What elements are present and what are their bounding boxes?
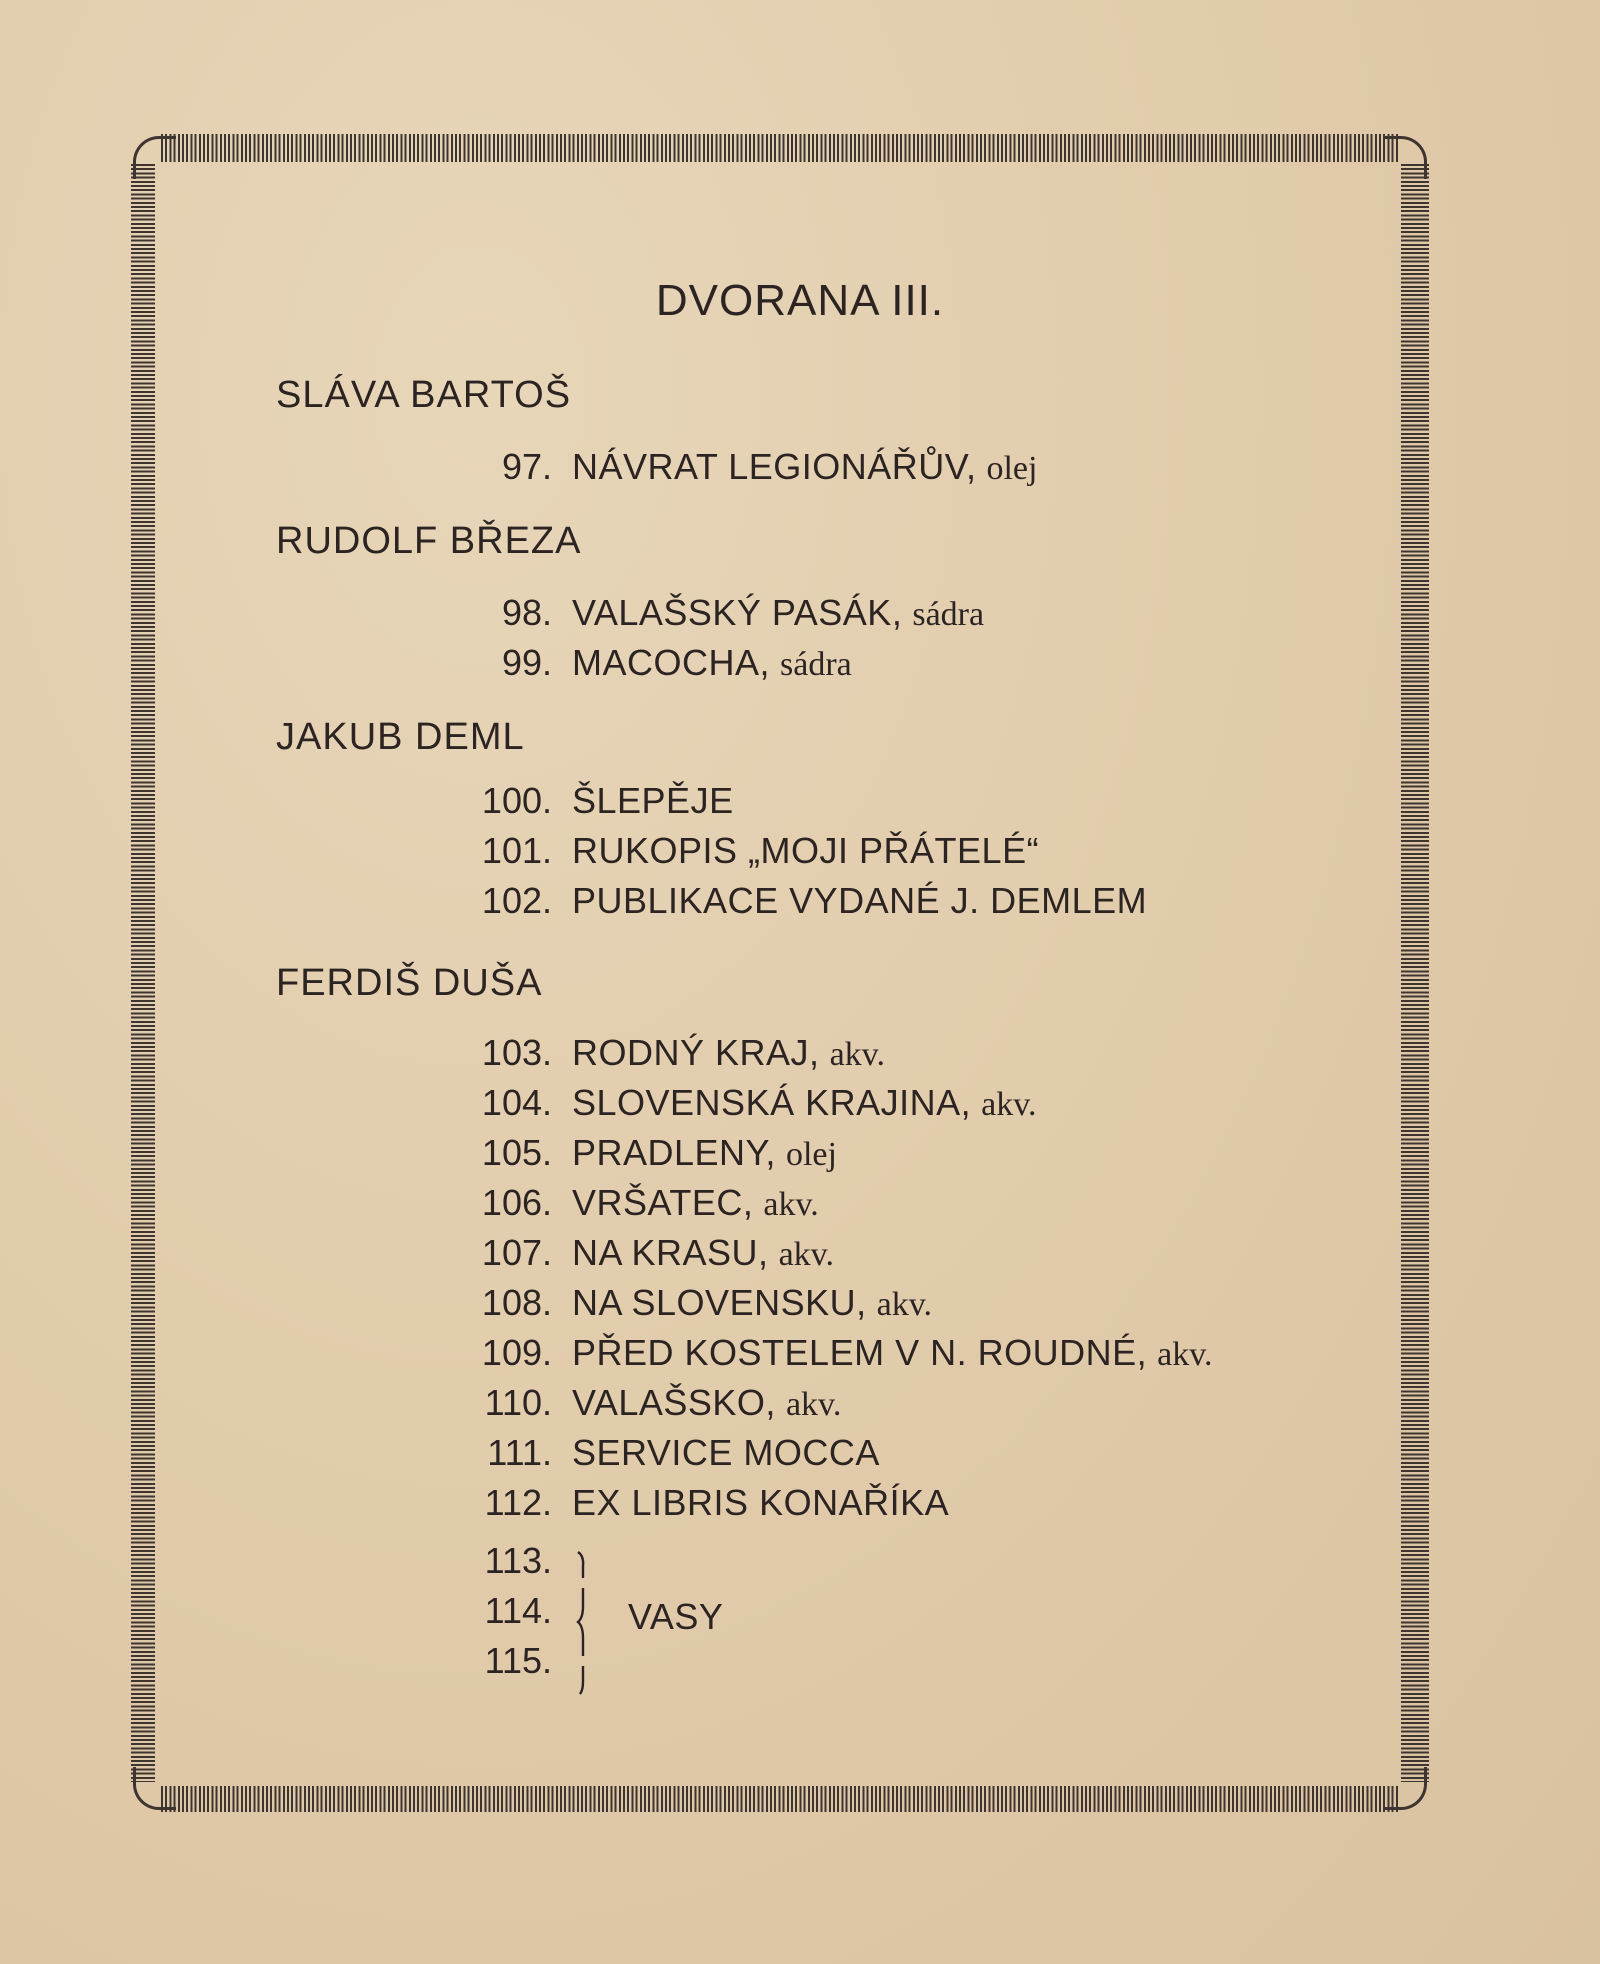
catalog-entry	[400, 1032, 885, 1078]
catalog-entry	[400, 1332, 1213, 1378]
entry-medium: olej	[986, 450, 1038, 487]
entry-medium: akv.	[763, 1186, 819, 1223]
entry-number: 104.	[481, 1082, 552, 1123]
entry-number: 100.	[481, 780, 552, 821]
entry-title: VALAŠSKÝ PASÁK,	[572, 592, 903, 633]
artist-name: JAKUB DEML	[276, 716, 525, 758]
catalog-entry	[400, 1282, 932, 1328]
entry-title: RODNÝ KRAJ,	[572, 1032, 820, 1073]
entry-number: 113.	[484, 1540, 552, 1581]
entry-number: 114.	[484, 1590, 552, 1631]
entry-number: 102.	[481, 880, 552, 921]
entry-medium: akv.	[785, 1386, 842, 1423]
entry-number: 105.	[481, 1132, 552, 1173]
entry-title: SLOVENSKÁ KRAJINA,	[572, 1082, 972, 1123]
entry-number: 99.	[501, 642, 552, 683]
artist-name: FERDIŠ DUŠA	[276, 962, 543, 1004]
entry-title: NÁVRAT LEGIONÁŘŮV,	[572, 446, 977, 487]
border-corner	[1384, 1767, 1427, 1810]
entry-medium: akv.	[876, 1286, 933, 1323]
catalog-entry	[400, 1432, 880, 1478]
entry-number: 115.	[484, 1640, 552, 1681]
entry-medium: sádra	[912, 596, 985, 633]
entry-title: RUKOPIS „MOJI PŘÁTELÉ“	[572, 830, 1040, 871]
entry-number: 111.	[487, 1432, 552, 1473]
page-title: DVORANA III.	[655, 276, 945, 325]
entry-title: ŠLEPĚJE	[572, 780, 734, 821]
entry-title: PRADLENY,	[572, 1132, 776, 1173]
entry-title: NA SLOVENSKU,	[572, 1282, 867, 1323]
entry-title: PUBLIKACE VYDANÉ J. DEMLEM	[572, 880, 1148, 921]
artist-name: RUDOLF BŘEZA	[276, 520, 582, 562]
entry-medium: akv.	[829, 1036, 885, 1073]
border-corner	[133, 136, 176, 179]
entry-medium: olej	[785, 1136, 837, 1173]
entry-number: 108.	[481, 1282, 552, 1323]
entry-title: EX LIBRIS KONAŘÍKA	[572, 1482, 950, 1523]
entry-title: VALAŠSKO,	[572, 1382, 776, 1423]
catalog-entry	[400, 1132, 837, 1178]
entry-number: 109.	[481, 1332, 552, 1373]
entry-medium: akv.	[778, 1236, 834, 1273]
catalog-entry	[400, 1182, 819, 1228]
entry-title: MACOCHA,	[572, 642, 771, 683]
entry-number: 101.	[481, 830, 552, 871]
entry-title: PŘED KOSTELEM V N. ROUDNÉ,	[572, 1332, 1148, 1373]
group-title: VASY	[628, 1596, 724, 1637]
border-left	[131, 164, 155, 1782]
catalog-entry	[400, 880, 1147, 926]
catalog-entry	[400, 1482, 949, 1528]
entry-title: NA KRASU,	[572, 1232, 769, 1273]
catalog-entry	[400, 1382, 841, 1428]
entry-number: 103.	[481, 1032, 552, 1073]
entry-number: 107.	[481, 1232, 552, 1273]
catalog-entry	[400, 780, 734, 826]
entry-number: 110.	[484, 1382, 552, 1423]
catalog-entry	[400, 446, 1037, 492]
artist-name: SLÁVA BARTOŠ	[276, 374, 572, 416]
entry-title: SERVICE MOCCA	[572, 1432, 880, 1473]
entry-medium: sádra	[780, 646, 852, 683]
catalog-entry	[400, 1232, 834, 1278]
entry-medium: akv.	[981, 1086, 1037, 1123]
border-top	[161, 134, 1399, 162]
entry-medium: akv.	[1157, 1336, 1213, 1373]
entry-title: VRŠATEC,	[572, 1182, 754, 1223]
catalog-entry	[400, 830, 1039, 876]
entry-number: 98.	[501, 592, 552, 633]
entry-number: 106.	[481, 1182, 552, 1223]
catalog-entry	[400, 592, 984, 638]
catalog-entry	[400, 1082, 1037, 1128]
entry-number: 97.	[501, 446, 552, 487]
grouping-brace	[574, 1548, 590, 1696]
border-corner	[133, 1767, 176, 1810]
border-corner	[1384, 136, 1427, 179]
catalog-entry	[400, 642, 852, 688]
entry-number: 112.	[484, 1482, 552, 1523]
border-bottom	[161, 1786, 1399, 1812]
border-right	[1401, 164, 1429, 1782]
